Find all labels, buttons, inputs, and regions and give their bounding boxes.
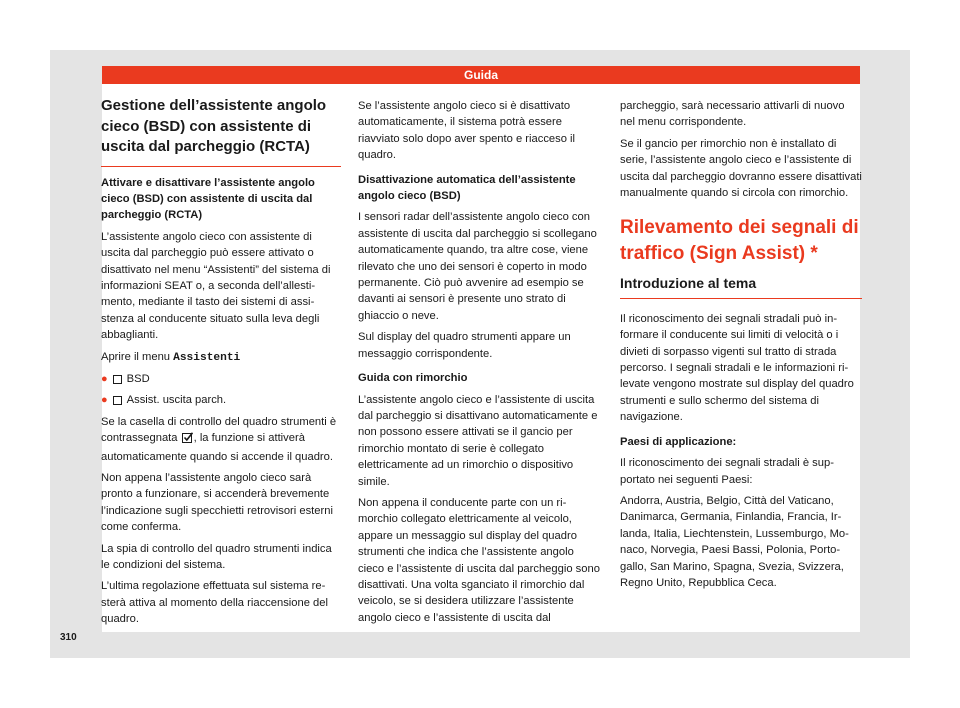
paragraph: Se il gancio per rimorchio non è installato di serie, l’assistente angolo cieco e l’assistente di uscita dal parcheggio dovranno essere disattivati manualmente quando si circola con rimorchio. (620, 137, 862, 200)
checkbox-icon (113, 375, 122, 384)
column-1 (101, 96, 341, 633)
paragraph: La spia di controllo del quadro strumenti indica le condizioni del sistema. (101, 542, 332, 572)
column-3 (620, 98, 862, 596)
menu-instruction (101, 349, 341, 366)
checkbox-icon (113, 396, 122, 405)
list-item (101, 371, 341, 387)
list-item (101, 392, 341, 408)
subheading: Attivare e disattivare l’assistente angolo cieco (BSD) con assistente di uscita dal parcheggio (RCTA) (101, 176, 315, 222)
checked-checkbox-icon (182, 432, 193, 448)
chapter-header: Guida (102, 66, 860, 84)
section-title: Gestione dell’assistente angolo cieco (BSD) con assistente di uscita dal parcheggio (RCTA) (101, 96, 341, 167)
paragraph: L’assistente angolo cieco con assistente di uscita dal parcheggio può essere attivato o disattivato nel menu “Assistenti” del sistema di informazioni SEAT o, a seconda dell’allestimento, mediante il tasto dei sistemi di assistenza al conducente situato sulla leva degli abbaglianti. (101, 230, 331, 342)
paragraph: Non appena il conducente parte con un rimorchio collegato elettricamente al veicolo, appare un messaggio sul display del quadro strumenti che indica che l’assistente angolo cieco e l’assistente di uscita dal parcheggio sono disattivati. Una volta sganciato il rimorchio dal veicolo, se si desidera utilizzare l’assistente angolo cieco e l’assistente di uscita dal (358, 496, 600, 624)
subheading: Disattivazione automatica dell’assistente angolo cieco (BSD) (358, 173, 576, 203)
menu-name: Assistenti (173, 351, 241, 364)
paragraph: parcheggio, sarà necessario attivarli di nuovo nel menu corrispondente. (620, 100, 845, 129)
list-item-label: Assist. uscita parch. (126, 394, 227, 407)
paragraph (101, 414, 341, 465)
bullet-dot-icon: ● (101, 394, 108, 407)
chapter-title: Rilevamento dei segnali di traffico (Sign Assist) * (620, 217, 859, 265)
paragraph-text: Se la casella di controllo del quadro strumenti è contrassegnata (101, 415, 337, 445)
paragraph: Il riconoscimento dei segnali stradali può informare il conducente sui limiti di velocità o i divieti di sorpasso vigenti sul tratto di strada percorso. I segnali stradali e le informazioni rilevate vengono mostrate sul display del quadro strumenti e sullo schermo del sistema di navigazione. (620, 312, 854, 424)
paragraph-text: , la funzione si attiverà automaticamente quando si accende il quadro. (101, 432, 333, 463)
subheading: Paesi di applicazione: (620, 435, 737, 448)
paragraph: Andorra, Austria, Belgio, Città del Vaticano, Danimarca, Germania, Finlandia, Francia, Irlanda, Italia, Liechtenstein, Lussemburgo, Monaco, Norvegia, Paesi Bassi, Polonia, Portogallo, San Marino, Spagna, Svezia, Svizzera, Regno Unito, Repubblica Ceca. (620, 494, 849, 589)
paragraph: L’assistente angolo cieco e l’assistente di uscita dal parcheggio si disattivano automaticamente e non possono essere attivati se il gancio per rimorchio montato di serie è collegato elettricamente ad un rimorchio o dispositivo simile. (358, 393, 598, 488)
list-item-label: BSD (126, 372, 150, 385)
bullet-dot-icon: ● (101, 372, 108, 385)
menu-instruction-text: Aprire il menu (101, 350, 174, 363)
column-2 (358, 98, 600, 631)
subheading: Guida con rimorchio (358, 372, 468, 385)
page-number: 310 (60, 632, 77, 643)
paragraph: Il riconoscimento dei segnali stradali è supportato nei seguenti Paesi: (620, 457, 834, 486)
paragraph: Non appena l’assistente angolo cieco sarà pronto a funzionare, si accenderà brevemente l’indicazione sugli specchietti retrovisori esterni come conferma. (101, 472, 333, 534)
paragraph: L’ultima regolazione effettuata sul sistema resterà attiva al momento della riaccensione del quadro. (101, 580, 328, 626)
section-title: Introduzione al tema (620, 275, 862, 298)
paragraph: Se l’assistente angolo cieco si è disattivato automaticamente, il sistema potrà essere riavviato solo dopo aver spento e riacceso il quadro. (358, 100, 576, 162)
paragraph: Sul display del quadro strumenti appare un messaggio corrispondente. (358, 331, 571, 360)
paragraph: I sensori radar dell’assistente angolo cieco con assistente di uscita dal parcheggio si scollegano automaticamente quando, tra altre cose, viene rilevato che uno dei sensori è coperto in modo permanente. Ciò può avvenire ad esempio se davanti ai sensori è presente uno strato di ghiaccio o neve. (358, 211, 597, 322)
